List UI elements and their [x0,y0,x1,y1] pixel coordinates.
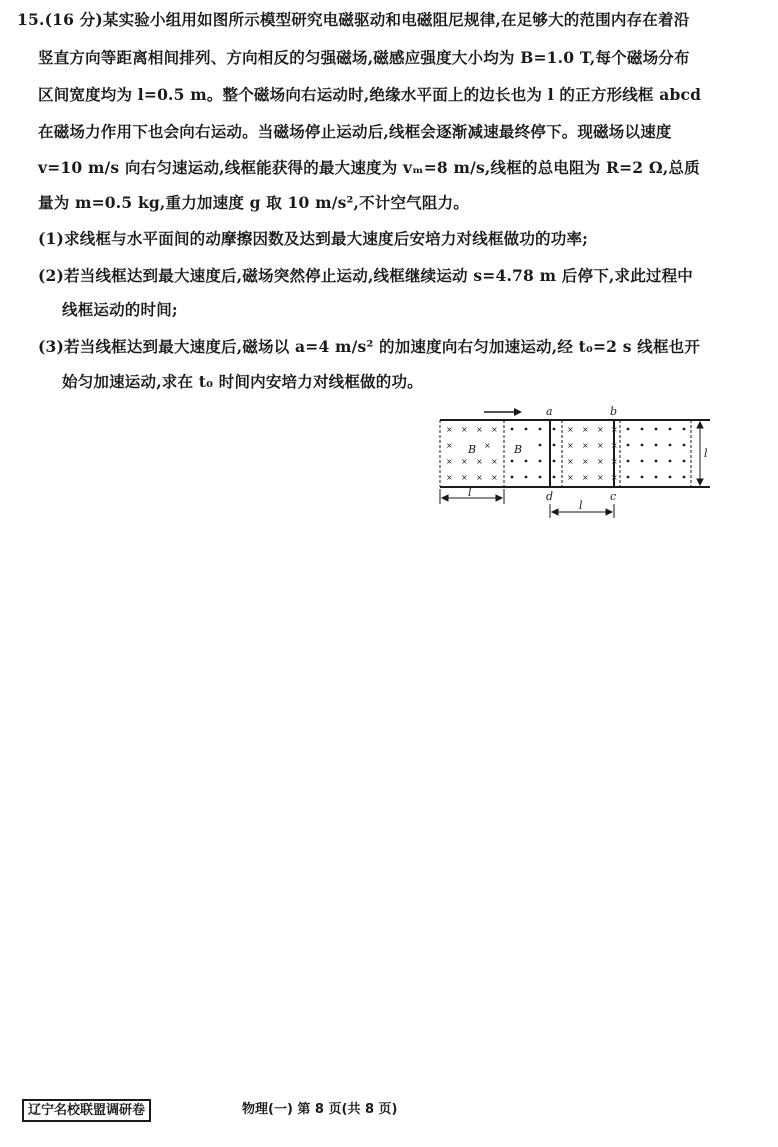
corner-label-a: a [546,405,553,418]
svg-text:×: × [476,457,483,466]
svg-text:×: × [597,457,604,466]
svg-text:×: × [611,425,618,434]
svg-text:×: × [461,457,468,466]
height-indicator [697,422,703,485]
svg-text:×: × [611,457,618,466]
corner-label-d: d [546,490,554,503]
svg-text:×: × [446,425,453,434]
svg-text:×: × [446,457,453,466]
corner-label-c: c [610,490,617,503]
svg-text:×: × [611,473,618,482]
field-region-into-2 [567,425,618,482]
svg-text:×: × [567,473,574,482]
svg-text:×: × [476,473,483,482]
svg-text:×: × [582,425,589,434]
svg-text:×: × [597,425,604,434]
svg-text:×: × [476,425,483,434]
page-info: 物理(一) 第 8 页(共 8 页) [242,1102,398,1117]
svg-text:×: × [461,425,468,434]
svg-text:×: × [597,441,604,450]
part-2: (2)若当线框达到最大速度后,磁场突然停止运动,线框继续运动 s=4.78 m 后停下,求此过程中 [38,266,693,285]
magnetic-field-diagram [436,404,718,522]
field-region-out-2 [627,428,686,479]
svg-text:×: × [582,441,589,450]
field-label-b-2: B [514,443,523,456]
svg-text:×: × [491,457,498,466]
publisher-box: 辽宁名校联盟调研卷 [22,1099,151,1122]
width-indicator-left [440,489,504,504]
corner-label-b: b [610,405,618,418]
svg-text:×: × [567,441,574,450]
svg-text:×: × [446,441,453,450]
svg-text:×: × [582,457,589,466]
svg-text:×: × [611,441,618,450]
svg-text:×: × [484,441,491,450]
height-label: l [704,447,708,460]
velocity-arrow [484,408,522,416]
part-3: (3)若当线框达到最大速度后,磁场以 a=4 m/s² 的加速度向右匀加速运动,经 t₀=2 s 线框也开 [38,337,701,356]
question-line-3: 区间宽度均为 l=0.5 m。整个磁场向右运动时,绝缘水平面上的边长也为 l 的正方形线框 abcd [38,85,702,104]
svg-text:×: × [491,425,498,434]
svg-text:×: × [461,473,468,482]
field-label-b-1: B [468,443,477,456]
question-line-2: 竖直方向等距离相间排列、方向相反的匀强磁场,磁感应强度大小均为 B=1.0 T,每个磁场分布 [38,48,690,67]
part-2-cont: 线框运动的时间; [62,300,178,319]
svg-text:×: × [597,473,604,482]
question-line-5: v=10 m/s 向右匀速运动,线框能获得的最大速度为 vₘ=8 m/s,线框的总电阻为 R=2 Ω,总质 [38,158,700,177]
question-line-4: 在磁场力作用下也会向右运动。当磁场停止运动后,线框会逐渐减速最终停下。现磁场以速度 [38,122,672,141]
svg-text:×: × [446,473,453,482]
svg-text:×: × [567,425,574,434]
part-1: (1)求线框与水平面间的动摩擦因数及达到最大速度后安培力对线框做功的功率; [38,229,589,248]
svg-text:×: × [491,473,498,482]
width-label-left: l [468,486,472,499]
svg-text:×: × [582,473,589,482]
question-line-6: 量为 m=0.5 kg,重力加速度 g 取 10 m/s²,不计空气阻力。 [38,193,469,212]
width-label-right: l [579,499,583,512]
svg-text:×: × [567,457,574,466]
question-line-1: 15.(16 分)某实验小组用如图所示模型研究电磁驱动和电磁阻尼规律,在足够大的范围内存在着沿 [17,10,690,29]
part-3-cont: 始匀加速运动,求在 t₀ 时间内安培力对线框做的功。 [62,372,423,391]
